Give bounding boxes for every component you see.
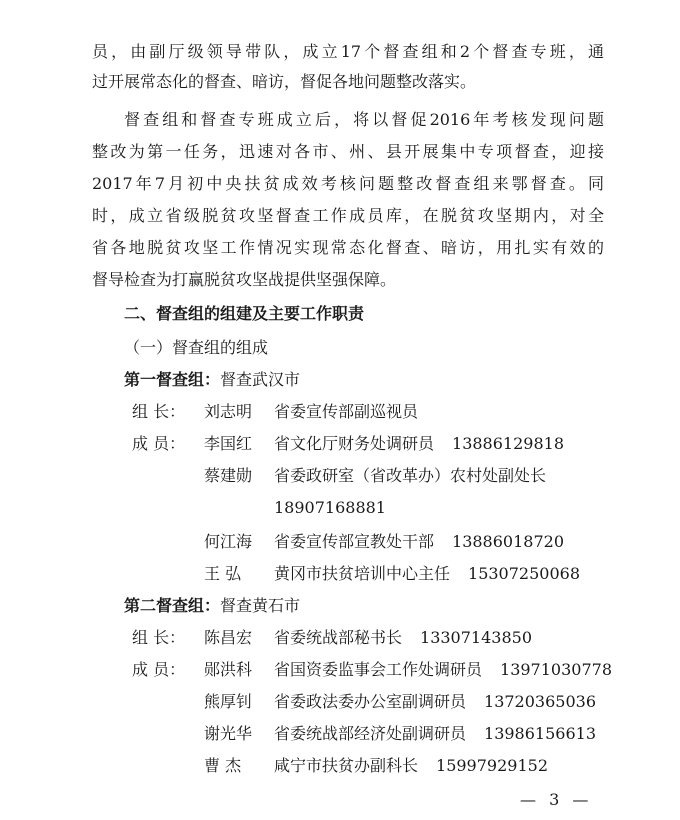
- group-member-row: [204, 692, 596, 712]
- group-member-row: [204, 756, 548, 776]
- member-phone: 15307250068: [468, 564, 580, 583]
- member-name: 李国红: [204, 434, 253, 453]
- member-post: 省委宣传部副巡视员: [274, 402, 419, 421]
- group-member-row: [132, 660, 612, 680]
- group-leader-row: [132, 402, 418, 422]
- paragraph-line: 整改为第一任务，迅速对各市、州、县开展集中专项督查，迎接: [92, 142, 604, 161]
- member-post: 省委政法委办公室副调研员: [274, 692, 467, 711]
- member-name: 郧洪科: [204, 660, 253, 679]
- paragraph-line: 2017年7月初中央扶贫成效考核问题整改督查组来鄂督查。同: [92, 174, 604, 193]
- member-post: 黄冈市扶贫培训中心主任: [274, 564, 451, 583]
- member-name: 王 弘: [204, 564, 242, 583]
- group-target: 督查武汉市: [220, 370, 301, 389]
- group-title: 第一督查组：: [124, 370, 221, 389]
- member-name: 谢光华: [204, 724, 253, 743]
- member-name: 曹 杰: [204, 756, 242, 775]
- group-member-row: [204, 532, 564, 552]
- subsection-heading: （一）督查组的组成: [124, 338, 269, 357]
- member-post: 省委统战部秘书长: [274, 628, 403, 647]
- group-member-row: [204, 724, 596, 744]
- group-title: 第二督查组：: [124, 596, 221, 615]
- group-member-row: [204, 466, 546, 486]
- group-heading: [124, 596, 300, 616]
- member-phone: 13307143850: [420, 628, 532, 647]
- group-heading: [124, 370, 300, 390]
- role-label: 成 员：: [132, 434, 186, 453]
- member-phone: 13886129818: [452, 434, 564, 453]
- member-post: 省委宣传部宣教处干部: [274, 532, 435, 551]
- paragraph-line: 时，成立省级脱贫攻坚督查工作成员库，在脱贫攻坚期内，对全: [92, 206, 604, 225]
- member-phone: 15997929152: [436, 756, 548, 775]
- paragraph-line: 省各地脱贫攻坚工作情况实现常态化督查、暗访，用扎实有效的: [92, 238, 604, 257]
- member-name: 蔡建勋: [204, 466, 253, 485]
- group-member-row: [132, 434, 564, 454]
- role-label: 组 长：: [132, 628, 186, 647]
- member-post: 咸宁市扶贫办副科长: [274, 756, 419, 775]
- member-phone: 13986156613: [484, 724, 596, 743]
- member-name: 刘志明: [204, 402, 253, 421]
- member-post: 省文化厅财务处调研员: [274, 434, 435, 453]
- group-leader-row: [132, 628, 532, 648]
- paragraph-line: 员，由副厅级领导带队，成立17个督查组和2个督查专班，通: [92, 42, 604, 61]
- role-label: 组 长：: [132, 402, 186, 421]
- role-label: 成 员：: [132, 660, 186, 679]
- group-target: 督查黄石市: [220, 596, 301, 615]
- paragraph-line: 督查组和督查专班成立后，将以督促2016年考核发现问题: [124, 110, 604, 129]
- member-name: 陈昌宏: [204, 628, 253, 647]
- page-number: — 3 —: [520, 790, 593, 809]
- member-phone: 13720365036: [484, 692, 596, 711]
- member-phone: 13971030778: [500, 660, 612, 679]
- member-name: 熊厚钊: [204, 692, 253, 711]
- paragraph-line: 督导检查为打赢脱贫攻坚战提供坚强保障。: [92, 270, 397, 289]
- member-post: 省国资委监事会工作处调研员: [274, 660, 483, 679]
- group-member-row: [204, 564, 580, 584]
- member-phone: 13886018720: [452, 532, 564, 551]
- paragraph-line: 过开展常态化的督查、暗访，督促各地问题整改落实。: [92, 72, 477, 91]
- member-name: 何江海: [204, 532, 253, 551]
- section-heading: 二、督查组的组建及主要工作职责: [124, 304, 365, 323]
- member-post: 省委政研室（省改革办）农村处副处长: [274, 466, 547, 485]
- member-phone-wrapped: 18907168881: [274, 498, 386, 517]
- member-post: 省委统战部经济处副调研员: [274, 724, 467, 743]
